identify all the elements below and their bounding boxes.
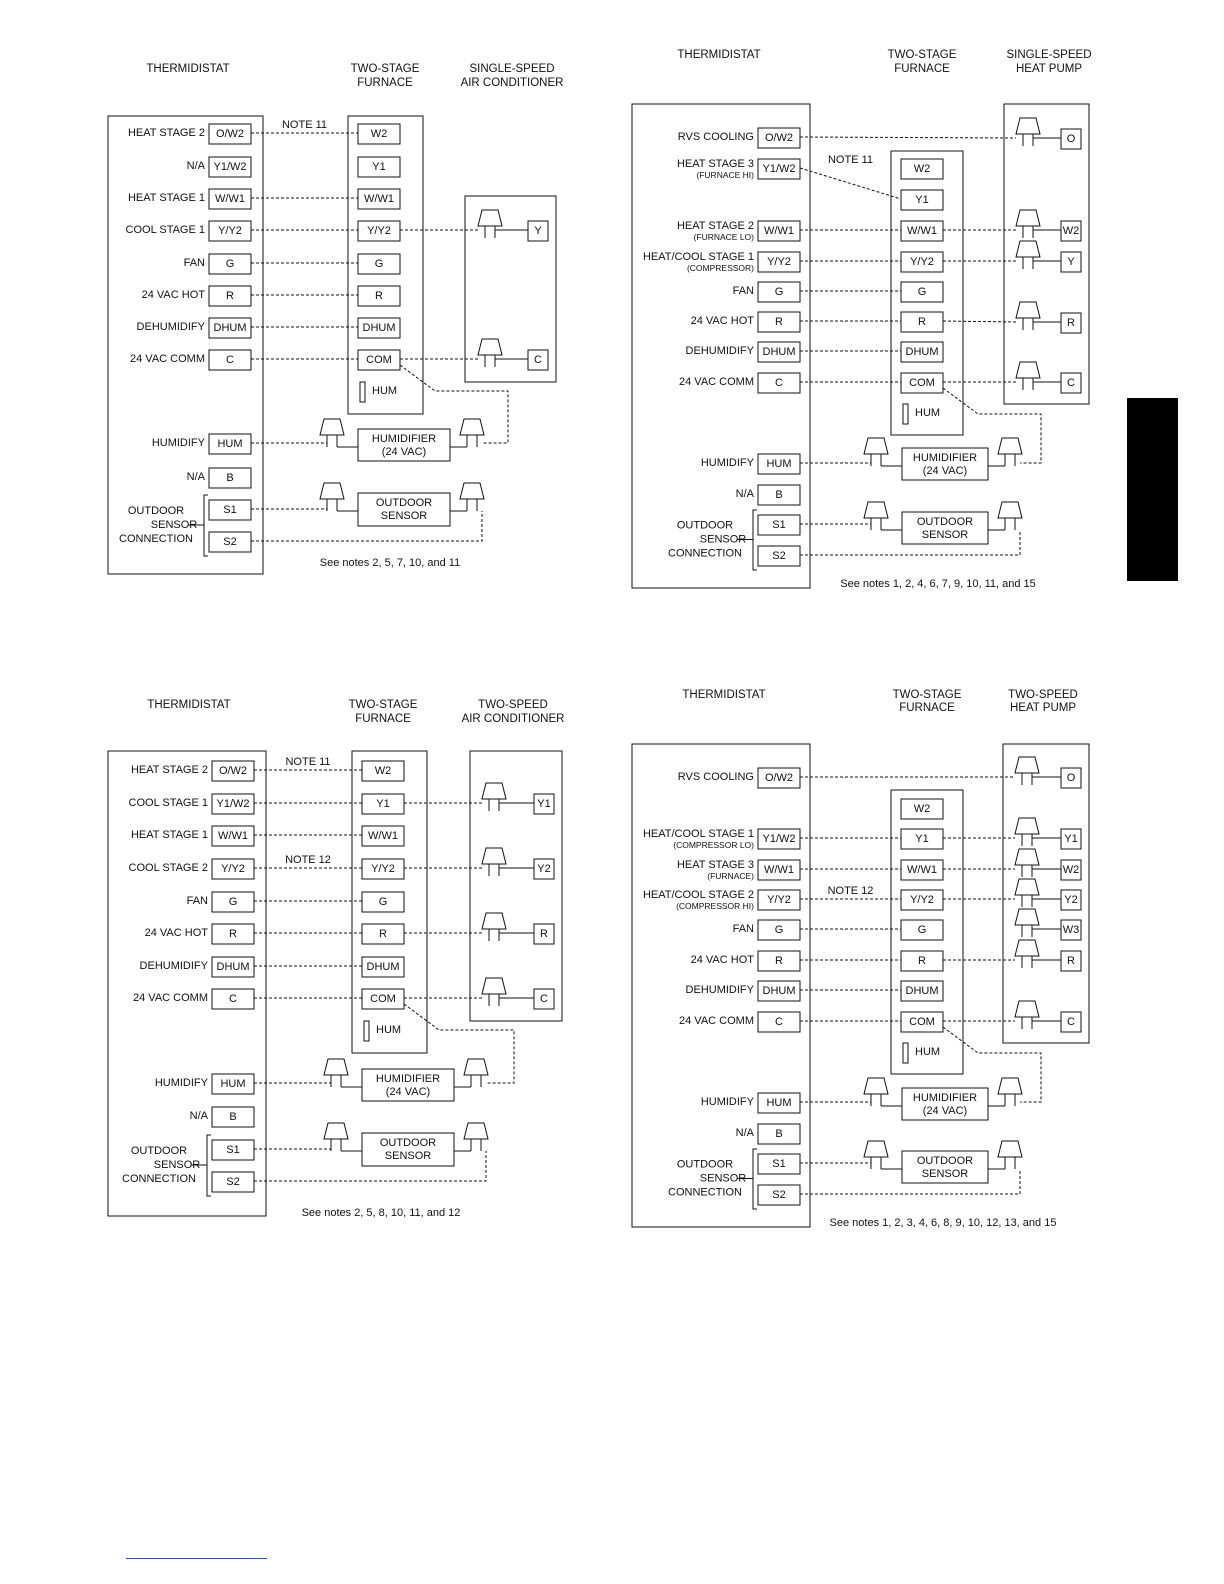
sensor-label: SENSOR: [699, 1172, 747, 1185]
furnace-hum-label: HUM: [915, 1046, 941, 1058]
thermostat-terminal-text: O/W2: [218, 765, 248, 777]
humidify-label: HUMIDIFY: [700, 1096, 754, 1108]
contact-symbol: [864, 1141, 888, 1157]
hum-indicator: [364, 1021, 369, 1041]
contact-symbol: [998, 438, 1022, 454]
contact-symbol: [478, 339, 502, 355]
humidifier-label: HUMIDIFIER: [371, 433, 437, 445]
terminal-label: FAN: [732, 923, 754, 935]
contact-symbol: [1015, 757, 1039, 773]
contact-symbol: [1015, 909, 1039, 925]
outdoor-unit-header: SINGLE-SPEED: [469, 63, 555, 75]
thermostat-terminal-text: O/W2: [215, 128, 245, 140]
contact-symbol: [324, 1123, 348, 1139]
outdoor-unit-header: HEAT PUMP: [1009, 702, 1077, 714]
note-label: NOTE 12: [285, 854, 331, 866]
humidify-label: HUMIDIFY: [154, 1077, 208, 1089]
humidify-terminal-text: HUM: [766, 458, 792, 470]
terminal-label: 24 VAC HOT: [690, 315, 754, 327]
b-terminal-text: B: [775, 1128, 783, 1140]
outdoor-unit-header: HEAT PUMP: [1015, 63, 1083, 75]
furnace-terminal-text: W2: [913, 163, 931, 175]
sensor-bracket: [753, 1149, 757, 1209]
furnace-terminal-text: R: [375, 290, 383, 302]
thermostat-terminal-text: C: [775, 1016, 783, 1028]
outdoor-unit-header: AIR CONDITIONER: [461, 713, 565, 725]
outdoor-sensor-label: SENSOR: [921, 1168, 969, 1180]
thermostat-terminal-text: C: [226, 354, 234, 366]
na-label: N/A: [186, 471, 205, 483]
outdoor-terminal-text: W2: [1062, 864, 1080, 876]
na-label: N/A: [735, 488, 754, 500]
terminal-sublabel: (COMPRESSOR HI): [676, 901, 754, 911]
thermidistat-header: THERMIDISTAT: [146, 63, 230, 75]
thermostat-terminal-text: O/W2: [764, 772, 794, 784]
contact-symbol: [320, 419, 344, 435]
furnace-terminal-text: Y1: [376, 798, 390, 810]
outdoor-terminal-text: Y2: [537, 863, 551, 875]
contact-symbol: [864, 502, 888, 518]
thermostat-terminal-text: Y1/W2: [762, 163, 796, 175]
outdoor-terminal-text: Y: [534, 225, 542, 237]
furnace-terminal-text: DHUM: [905, 346, 939, 358]
thermostat-terminal-text: R: [229, 928, 237, 940]
note-label: NOTE 12: [827, 885, 874, 897]
contact-symbol: [998, 502, 1022, 518]
contact-symbol: [1016, 210, 1040, 226]
outdoor-terminal-text: Y1: [1064, 833, 1078, 845]
furnace-hum-label: HUM: [915, 407, 941, 419]
sensor-label: OUTDOOR: [130, 1145, 188, 1157]
terminal-label: FAN: [186, 895, 208, 907]
terminal-label: 24 VAC HOT: [141, 289, 205, 301]
thermostat-terminal-text: Y/Y2: [221, 863, 245, 875]
thermostat-terminal-text: G: [774, 286, 784, 298]
s1-terminal-text: S1: [223, 504, 237, 516]
terminal-label: 24 VAC COMM: [130, 353, 205, 365]
furnace-header: TWO-STAGE: [892, 689, 962, 701]
notes-text: See notes 1, 2, 4, 6, 7, 9, 10, 11, and 15: [840, 578, 1036, 590]
furnace-terminal-text: R: [379, 928, 387, 940]
contact-symbol: [1016, 362, 1040, 378]
s2-terminal-text: S2: [223, 536, 237, 548]
terminal-label: COOL STAGE 1: [128, 797, 208, 809]
outdoor-sensor-label: SENSOR: [380, 510, 428, 522]
outdoor-sensor-label: SENSOR: [384, 1150, 432, 1162]
terminal-label: N/A: [186, 160, 205, 172]
humidify-label: HUMIDIFY: [700, 457, 754, 469]
s1-terminal-text: S1: [226, 1144, 240, 1156]
terminal-label: COOL STAGE 1: [125, 224, 205, 236]
thermostat-terminal-text: Y/Y2: [767, 256, 791, 268]
humidifier-label: HUMIDIFIER: [375, 1073, 441, 1085]
terminal-sublabel: (FURNACE HI): [696, 170, 754, 180]
terminal-label: FAN: [732, 285, 754, 297]
sensor-label: CONNECTION: [122, 1173, 196, 1185]
b-terminal-text: B: [226, 472, 234, 484]
contact-symbol: [1015, 849, 1039, 865]
outdoor-terminal-text: R: [540, 928, 548, 940]
thermostat-terminal-text: C: [775, 377, 783, 389]
contact-symbol: [320, 483, 344, 499]
furnace-terminal-text: DHUM: [366, 961, 400, 973]
contact-symbol: [998, 1078, 1022, 1094]
furnace-terminal-text: Y/Y2: [910, 894, 934, 906]
contact-symbol: [998, 1141, 1022, 1157]
outdoor-sensor-label: OUTDOOR: [375, 497, 433, 509]
terminal-label: DEHUMIDIFY: [685, 984, 754, 996]
wire: [943, 1027, 1041, 1102]
thermostat-terminal-text: Y1/W2: [213, 161, 247, 173]
thermostat-terminal-text: W/W1: [764, 864, 794, 876]
terminal-label: RVS COOLING: [677, 131, 754, 143]
terminal-label: DEHUMIDIFY: [685, 345, 754, 357]
humidify-terminal-text: HUM: [217, 438, 243, 450]
furnace-terminal-text: W2: [374, 765, 392, 777]
terminal-label: HEAT STAGE 2: [130, 764, 208, 776]
terminal-label: HEAT/COOL STAGE 1: [642, 251, 754, 263]
outdoor-unit-header: TWO-SPEED: [1008, 689, 1078, 701]
terminal-label: FAN: [183, 257, 205, 269]
terminal-label: COOL STAGE 2: [128, 862, 208, 874]
hum-indicator: [903, 404, 908, 424]
s2-terminal-text: S2: [772, 550, 786, 562]
furnace-hum-label: HUM: [376, 1024, 402, 1036]
humidifier-label: (24 VAC): [922, 465, 968, 477]
outdoor-unit-header: AIR CONDITIONER: [460, 77, 564, 89]
thermostat-terminal-text: R: [226, 290, 234, 302]
furnace-terminal-text: Y1: [915, 194, 929, 206]
contact-symbol: [464, 1059, 488, 1075]
furnace-terminal-text: W/W1: [368, 830, 398, 842]
contact-symbol: [1015, 879, 1039, 895]
outdoor-terminal-text: Y: [1067, 256, 1075, 268]
contact-symbol: [324, 1059, 348, 1075]
thermostat-terminal-text: G: [774, 924, 784, 936]
outdoor-terminal-text: O: [1066, 133, 1076, 145]
sensor-bracket: [753, 510, 757, 570]
note-label: NOTE 11: [281, 119, 328, 131]
thermostat-terminal-text: DHUM: [216, 961, 250, 973]
notes-text: See notes 2, 5, 8, 10, 11, and 12: [301, 1207, 461, 1219]
thermostat-terminal-text: G: [225, 258, 235, 270]
furnace-terminal-text: R: [918, 316, 926, 328]
terminal-label: HEAT/COOL STAGE 1: [642, 828, 754, 840]
humidify-terminal-text: HUM: [220, 1078, 246, 1090]
wire: [800, 137, 1016, 138]
thermostat-terminal-text: DHUM: [762, 346, 796, 358]
thermostat-terminal-text: DHUM: [762, 985, 796, 997]
contact-symbol: [1015, 818, 1039, 834]
thermostat-terminal-text: Y1/W2: [216, 798, 250, 810]
note-label: NOTE 11: [285, 756, 331, 768]
contact-symbol: [864, 1078, 888, 1094]
furnace-terminal-text: DHUM: [362, 322, 396, 334]
humidify-label: HUMIDIFY: [151, 437, 205, 449]
outdoor-sensor-label: OUTDOOR: [379, 1137, 437, 1149]
na-label: N/A: [735, 1127, 754, 1139]
wire: [943, 321, 1016, 322]
outdoor-terminal-text: C: [534, 354, 542, 366]
contact-symbol: [460, 483, 484, 499]
terminal-sublabel: (COMPRESSOR LO): [673, 840, 754, 850]
sensor-label: SENSOR: [699, 533, 747, 546]
furnace-terminal-text: W/W1: [907, 864, 937, 876]
outdoor-terminal-text: W2: [1062, 225, 1080, 237]
furnace-terminal-text: R: [918, 955, 926, 967]
furnace-box: [352, 751, 427, 1053]
sensor-label: CONNECTION: [668, 1186, 742, 1199]
s2-terminal-text: S2: [772, 1189, 786, 1201]
terminal-label: HEAT STAGE 2: [127, 127, 205, 139]
terminal-sublabel: (FURNACE): [707, 871, 754, 881]
furnace-terminal-text: G: [917, 924, 927, 936]
na-label: N/A: [189, 1110, 208, 1122]
furnace-terminal-text: COM: [909, 1016, 935, 1028]
contact-symbol: [1016, 241, 1040, 257]
furnace-terminal-text: G: [917, 286, 927, 298]
furnace-terminal-text: W/W1: [907, 225, 937, 237]
furnace-terminal-text: W2: [913, 803, 931, 815]
terminal-label: 24 VAC HOT: [144, 927, 208, 939]
furnace-terminal-text: COM: [370, 993, 396, 1005]
notes-text: See notes 2, 5, 7, 10, and 11: [319, 557, 461, 569]
section-tab: [1127, 398, 1178, 581]
humidifier-label: (24 VAC): [381, 446, 427, 458]
thermostat-terminal-text: C: [229, 993, 237, 1005]
thermostat-terminal-text: R: [775, 316, 783, 328]
notes-text: See notes 1, 2, 3, 4, 6, 8, 9, 10, 12, 13, and 15: [829, 1217, 1057, 1229]
furnace-terminal-text: COM: [909, 377, 935, 389]
note-label: NOTE 11: [827, 154, 874, 166]
terminal-label: 24 VAC COMM: [679, 376, 754, 388]
s2-terminal-text: S2: [226, 1176, 240, 1188]
wire: [800, 530, 1020, 555]
terminal-sublabel: (FURNACE LO): [693, 232, 754, 242]
furnace-terminal-text: Y1: [915, 833, 929, 845]
humidifier-label: (24 VAC): [922, 1105, 968, 1117]
terminal-label: HEAT STAGE 2: [676, 220, 754, 232]
contact-symbol: [482, 978, 506, 994]
furnace-terminal-text: W2: [370, 128, 388, 140]
b-terminal-text: B: [229, 1111, 237, 1123]
sensor-label: CONNECTION: [119, 533, 193, 545]
diagram-1: [108, 63, 563, 574]
outdoor-terminal-text: O: [1066, 772, 1076, 784]
furnace-hum-label: HUM: [372, 385, 398, 397]
wire: [800, 168, 901, 199]
outdoor-terminal-text: Y1: [537, 798, 551, 810]
wire: [404, 1004, 514, 1083]
terminal-label: HEAT STAGE 3: [676, 859, 754, 871]
outdoor-sensor-label: OUTDOOR: [916, 1155, 974, 1167]
contact-symbol: [464, 1123, 488, 1139]
terminal-sublabel: (COMPRESSOR): [686, 263, 754, 273]
contact-symbol: [864, 438, 888, 454]
contact-symbol: [1015, 1001, 1039, 1017]
thermostat-terminal-text: W/W1: [764, 225, 794, 237]
outdoor-terminal-text: Y2: [1064, 894, 1078, 906]
hum-indicator: [360, 382, 365, 402]
thermidistat-header: THERMIDISTAT: [682, 689, 766, 701]
terminal-label: RVS COOLING: [677, 771, 754, 783]
contact-symbol: [482, 848, 506, 864]
contact-symbol: [1015, 940, 1039, 956]
contact-symbol: [1016, 118, 1040, 134]
furnace-terminal-text: DHUM: [905, 985, 939, 997]
contact-symbol: [482, 913, 506, 929]
furnace-header: FURNACE: [894, 63, 950, 75]
sensor-label: OUTDOOR: [676, 519, 734, 532]
outdoor-unit-header: SINGLE-SPEED: [1006, 49, 1092, 61]
outdoor-sensor-label: OUTDOOR: [916, 516, 974, 528]
humidifier-label: HUMIDIFIER: [912, 452, 978, 464]
contact-symbol: [482, 783, 506, 799]
contact-symbol: [478, 210, 502, 226]
humidifier-label: (24 VAC): [385, 1086, 431, 1098]
outdoor-terminal-text: C: [1067, 377, 1075, 389]
s1-terminal-text: S1: [772, 1158, 786, 1170]
sensor-label: OUTDOOR: [676, 1158, 734, 1171]
sensor-label: OUTDOOR: [127, 505, 185, 517]
furnace-terminal-text: Y/Y2: [371, 863, 395, 875]
terminal-label: 24 VAC COMM: [679, 1015, 754, 1027]
thermidistat-header: THERMIDISTAT: [677, 49, 761, 61]
furnace-terminal-text: COM: [366, 354, 392, 366]
furnace-header: FURNACE: [355, 713, 411, 725]
terminal-label: 24 VAC HOT: [690, 954, 754, 966]
terminal-label: HEAT STAGE 3: [676, 158, 754, 170]
furnace-terminal-text: G: [374, 258, 384, 270]
thermostat-terminal-text: W/W1: [215, 193, 245, 205]
thermostat-terminal-text: Y/Y2: [218, 225, 242, 237]
thermostat-terminal-text: W/W1: [218, 830, 248, 842]
outdoor-unit-header: TWO-SPEED: [478, 699, 548, 711]
thermostat-terminal-text: G: [228, 896, 238, 908]
footnote-rule: [126, 1558, 267, 1559]
diagram-2: [632, 49, 1092, 590]
thermostat-terminal-text: DHUM: [213, 322, 247, 334]
terminal-label: HEAT STAGE 1: [130, 829, 208, 841]
furnace-header: FURNACE: [357, 77, 413, 89]
thermostat-terminal-text: R: [775, 955, 783, 967]
humidify-terminal-text: HUM: [766, 1097, 792, 1109]
sensor-label: SENSOR: [153, 1159, 201, 1171]
b-terminal-text: B: [775, 489, 783, 501]
wire: [400, 365, 508, 443]
s1-terminal-text: S1: [772, 519, 786, 531]
thermostat-terminal-text: Y1/W2: [762, 833, 796, 845]
humidifier-label: HUMIDIFIER: [912, 1092, 978, 1104]
furnace-header: TWO-STAGE: [348, 699, 418, 711]
terminal-label: HEAT/COOL STAGE 2: [642, 889, 754, 901]
outdoor-terminal-text: W3: [1062, 924, 1080, 936]
furnace-terminal-text: Y/Y2: [910, 256, 934, 268]
sensor-label: CONNECTION: [668, 547, 742, 560]
diagram-4: [632, 689, 1089, 1229]
outdoor-terminal-text: C: [1067, 1016, 1075, 1028]
hum-indicator: [903, 1043, 908, 1063]
diagram-3: [108, 699, 564, 1219]
furnace-header: TWO-STAGE: [887, 49, 957, 61]
outdoor-terminal-text: R: [1067, 317, 1075, 329]
terminal-label: 24 VAC COMM: [133, 992, 208, 1004]
outdoor-terminal-text: R: [1067, 955, 1075, 967]
terminal-label: HEAT STAGE 1: [127, 192, 205, 204]
wire: [800, 1169, 1020, 1194]
furnace-terminal-text: Y1: [372, 161, 386, 173]
outdoor-sensor-label: SENSOR: [921, 529, 969, 541]
furnace-terminal-text: W/W1: [364, 193, 394, 205]
sensor-label: SENSOR: [150, 519, 198, 531]
furnace-header: TWO-STAGE: [350, 63, 420, 75]
furnace-terminal-text: Y/Y2: [367, 225, 391, 237]
furnace-header: FURNACE: [899, 702, 955, 714]
furnace-terminal-text: G: [378, 896, 388, 908]
thermidistat-header: THERMIDISTAT: [147, 699, 231, 711]
thermostat-terminal-text: O/W2: [764, 132, 794, 144]
thermostat-terminal-text: Y/Y2: [767, 894, 791, 906]
sensor-bracket: [204, 495, 208, 556]
outdoor-terminal-text: C: [540, 993, 548, 1005]
contact-symbol: [1016, 302, 1040, 318]
sensor-bracket: [207, 1135, 211, 1196]
contact-symbol: [460, 419, 484, 435]
terminal-label: DEHUMIDIFY: [139, 960, 208, 972]
terminal-label: DEHUMIDIFY: [136, 321, 205, 333]
